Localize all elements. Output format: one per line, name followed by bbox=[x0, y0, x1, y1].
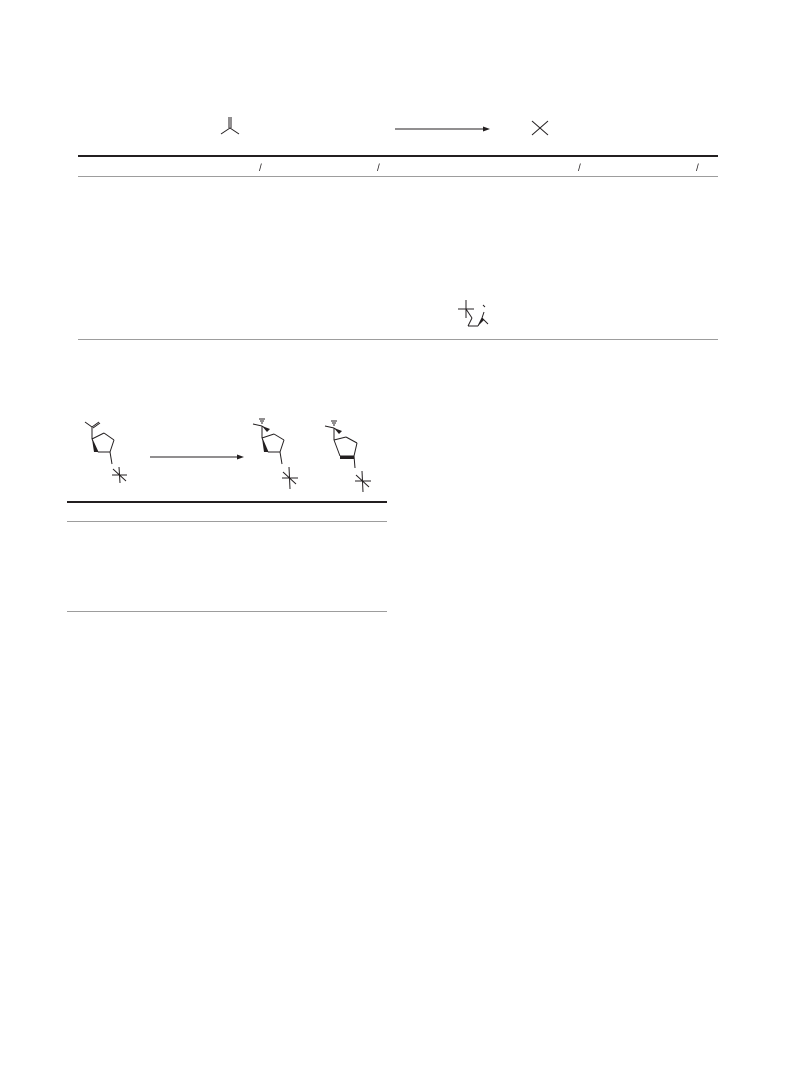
reaction-arrow-2 bbox=[150, 455, 244, 460]
wedge-bond-5 bbox=[340, 456, 354, 459]
header-separator-1: / bbox=[259, 163, 262, 174]
starting-material-structure bbox=[85, 422, 127, 483]
table-2-bottom-rule bbox=[67, 611, 387, 612]
table-2-header-rule bbox=[67, 521, 387, 522]
header-separator-2: / bbox=[377, 163, 380, 174]
product-a-structure bbox=[253, 419, 298, 489]
wedge-bond-4 bbox=[334, 428, 342, 434]
header-separator-4: / bbox=[696, 163, 699, 174]
header-separator-3: / bbox=[578, 163, 581, 174]
table-2-top-rule bbox=[67, 501, 387, 503]
reaction-scheme-2 bbox=[0, 0, 793, 500]
wedge-bond-2 bbox=[262, 426, 270, 432]
